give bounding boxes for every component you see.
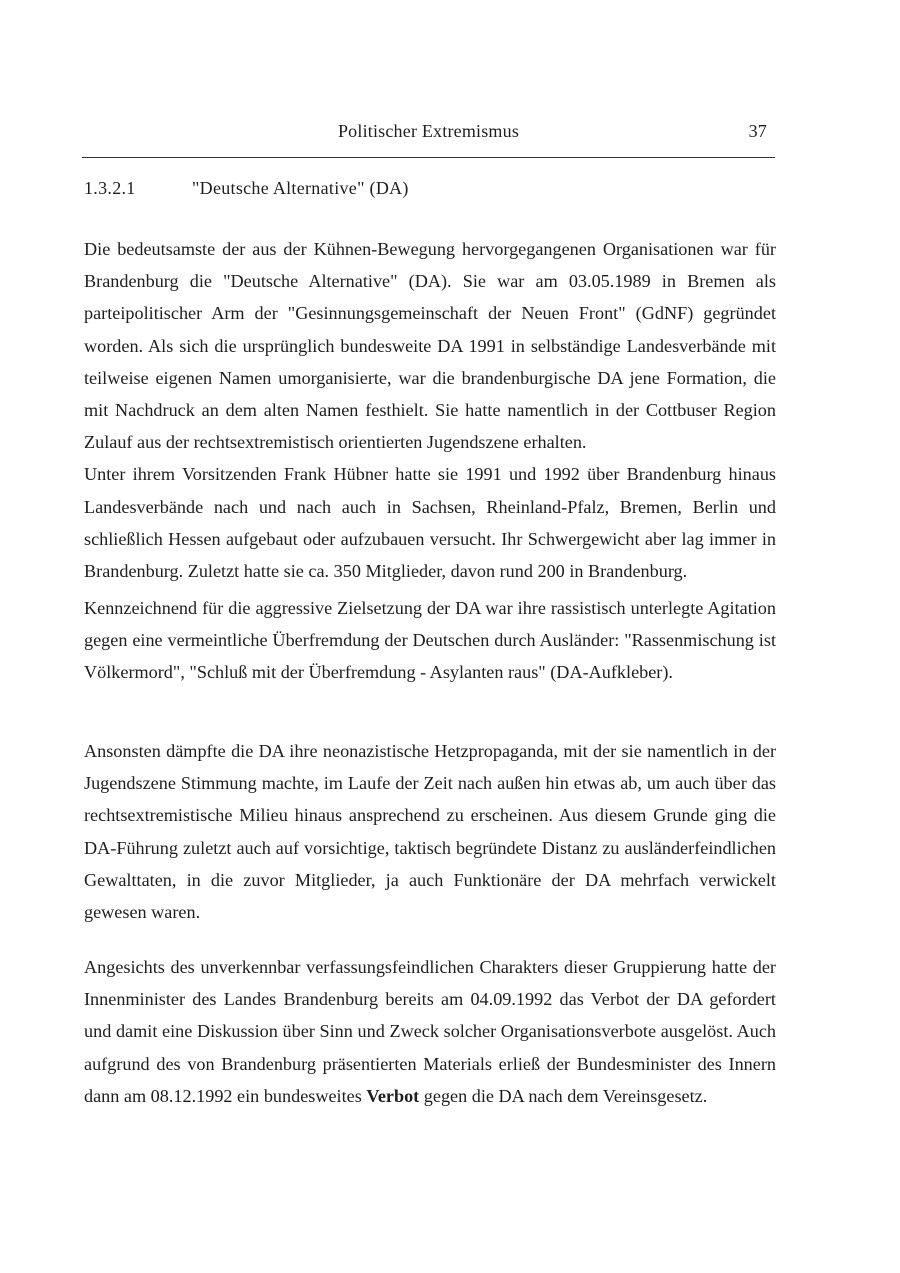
paragraph-3: Ansonsten dämpfte die DA ihre neonazistische Hetzpropaganda, mit der sie namentlich in der Jugendszene Stimmung machte, im Laufe der Zeit nach außen hin etwas ab, um auch über das rechtsextremistische Milieu hinaus ansprechend zu erscheinen. Aus diesem Grunde ging die DA-Führung zuletzt auch auf vorsichtige, taktisch begründete Distanz zu ausländerfeindlichen Gewalttaten, in die zuvor Mitglieder, ja auch Funktionäre der DA mehrfach verwickelt gewesen waren. <box>84 741 776 923</box>
running-title: Politischer Extremismus <box>337 121 520 141</box>
paragraph-1-text: Die bedeutsamste der aus der Kühnen-Bewegung hervorgegangenen Organisationen war für Brandenburg die "Deutsche Alternative" (DA). Sie war am 03.05.1989 in Bremen als parteipolitischer Arm der "Gesinnungsgemeinschaft der Neuen Front" (GdNF) gegründet worden. Als sich die ursprünglich bundesweite DA 1991 in selbständige Landesverbände mit teilweise eigenen Namen umorganisierte, war die brandenburgische DA jene Formation, die mit Nachdruck an dem alten Namen festhielt. Sie hatte namentlich in der Cottbuser Region Zulauf aus der rechtsextremistisch orientierten Jugendszene erhalten. <box>84 239 776 453</box>
header-rule <box>82 157 775 158</box>
paragraph-1 <box>84 233 776 587</box>
running-header <box>82 117 775 145</box>
paragraph-4 <box>84 951 776 1112</box>
section-number: 1.3.2.1 <box>84 178 136 198</box>
section-title: "Deutsche Alternative" (DA) <box>192 178 409 198</box>
paragraph-4-text-before: Angesichts des unverkennbar verfassungsfeindlichen Charakters dieser Gruppierung hatte der Innenminister des Landes Brandenburg bereits am 04.09.1992 das Verbot der DA gefordert und damit eine Diskussion über Sinn und Zweck solcher Organisationsverbote ausgelöst. Auch aufgrund des von Brandenburg präsentierten Materials erließ der Bundesminister des Innern dann am 08.12.1992 ein bundesweites <box>84 957 776 1106</box>
paragraph-2: Kennzeichnend für die aggressive Zielsetzung der DA war ihre rassistisch unterlegte Agitation gegen eine vermeintliche Überfremdung der Deutschen durch Ausländer: "Rassenmischung ist Völkermord", "Schluß mit der Überfremdung - Asylanten raus" (DA-Aufkleber). <box>84 598 776 683</box>
paragraph-4-text-after: gegen die DA nach dem Vereinsgesetz. <box>423 1085 708 1106</box>
paragraph-1b-text: Unter ihrem Vorsitzenden Frank Hübner hatte sie 1991 und 1992 über Brandenburg hinaus Landesverbände nach und nach auch in Sachsen, Rheinland-Pfalz, Bremen, Berlin und schließlich Hessen aufgebaut oder aufzubauen versucht. Ihr Schwergewicht aber lag immer in Brandenburg. Zuletzt hatte sie ca. 350 Mitglieder, davon rund 200 in Brandenburg. <box>84 464 776 582</box>
page-number: 37 <box>748 121 767 141</box>
paragraph-4-bold-term: Verbot <box>366 1085 420 1106</box>
section-heading <box>84 178 784 199</box>
